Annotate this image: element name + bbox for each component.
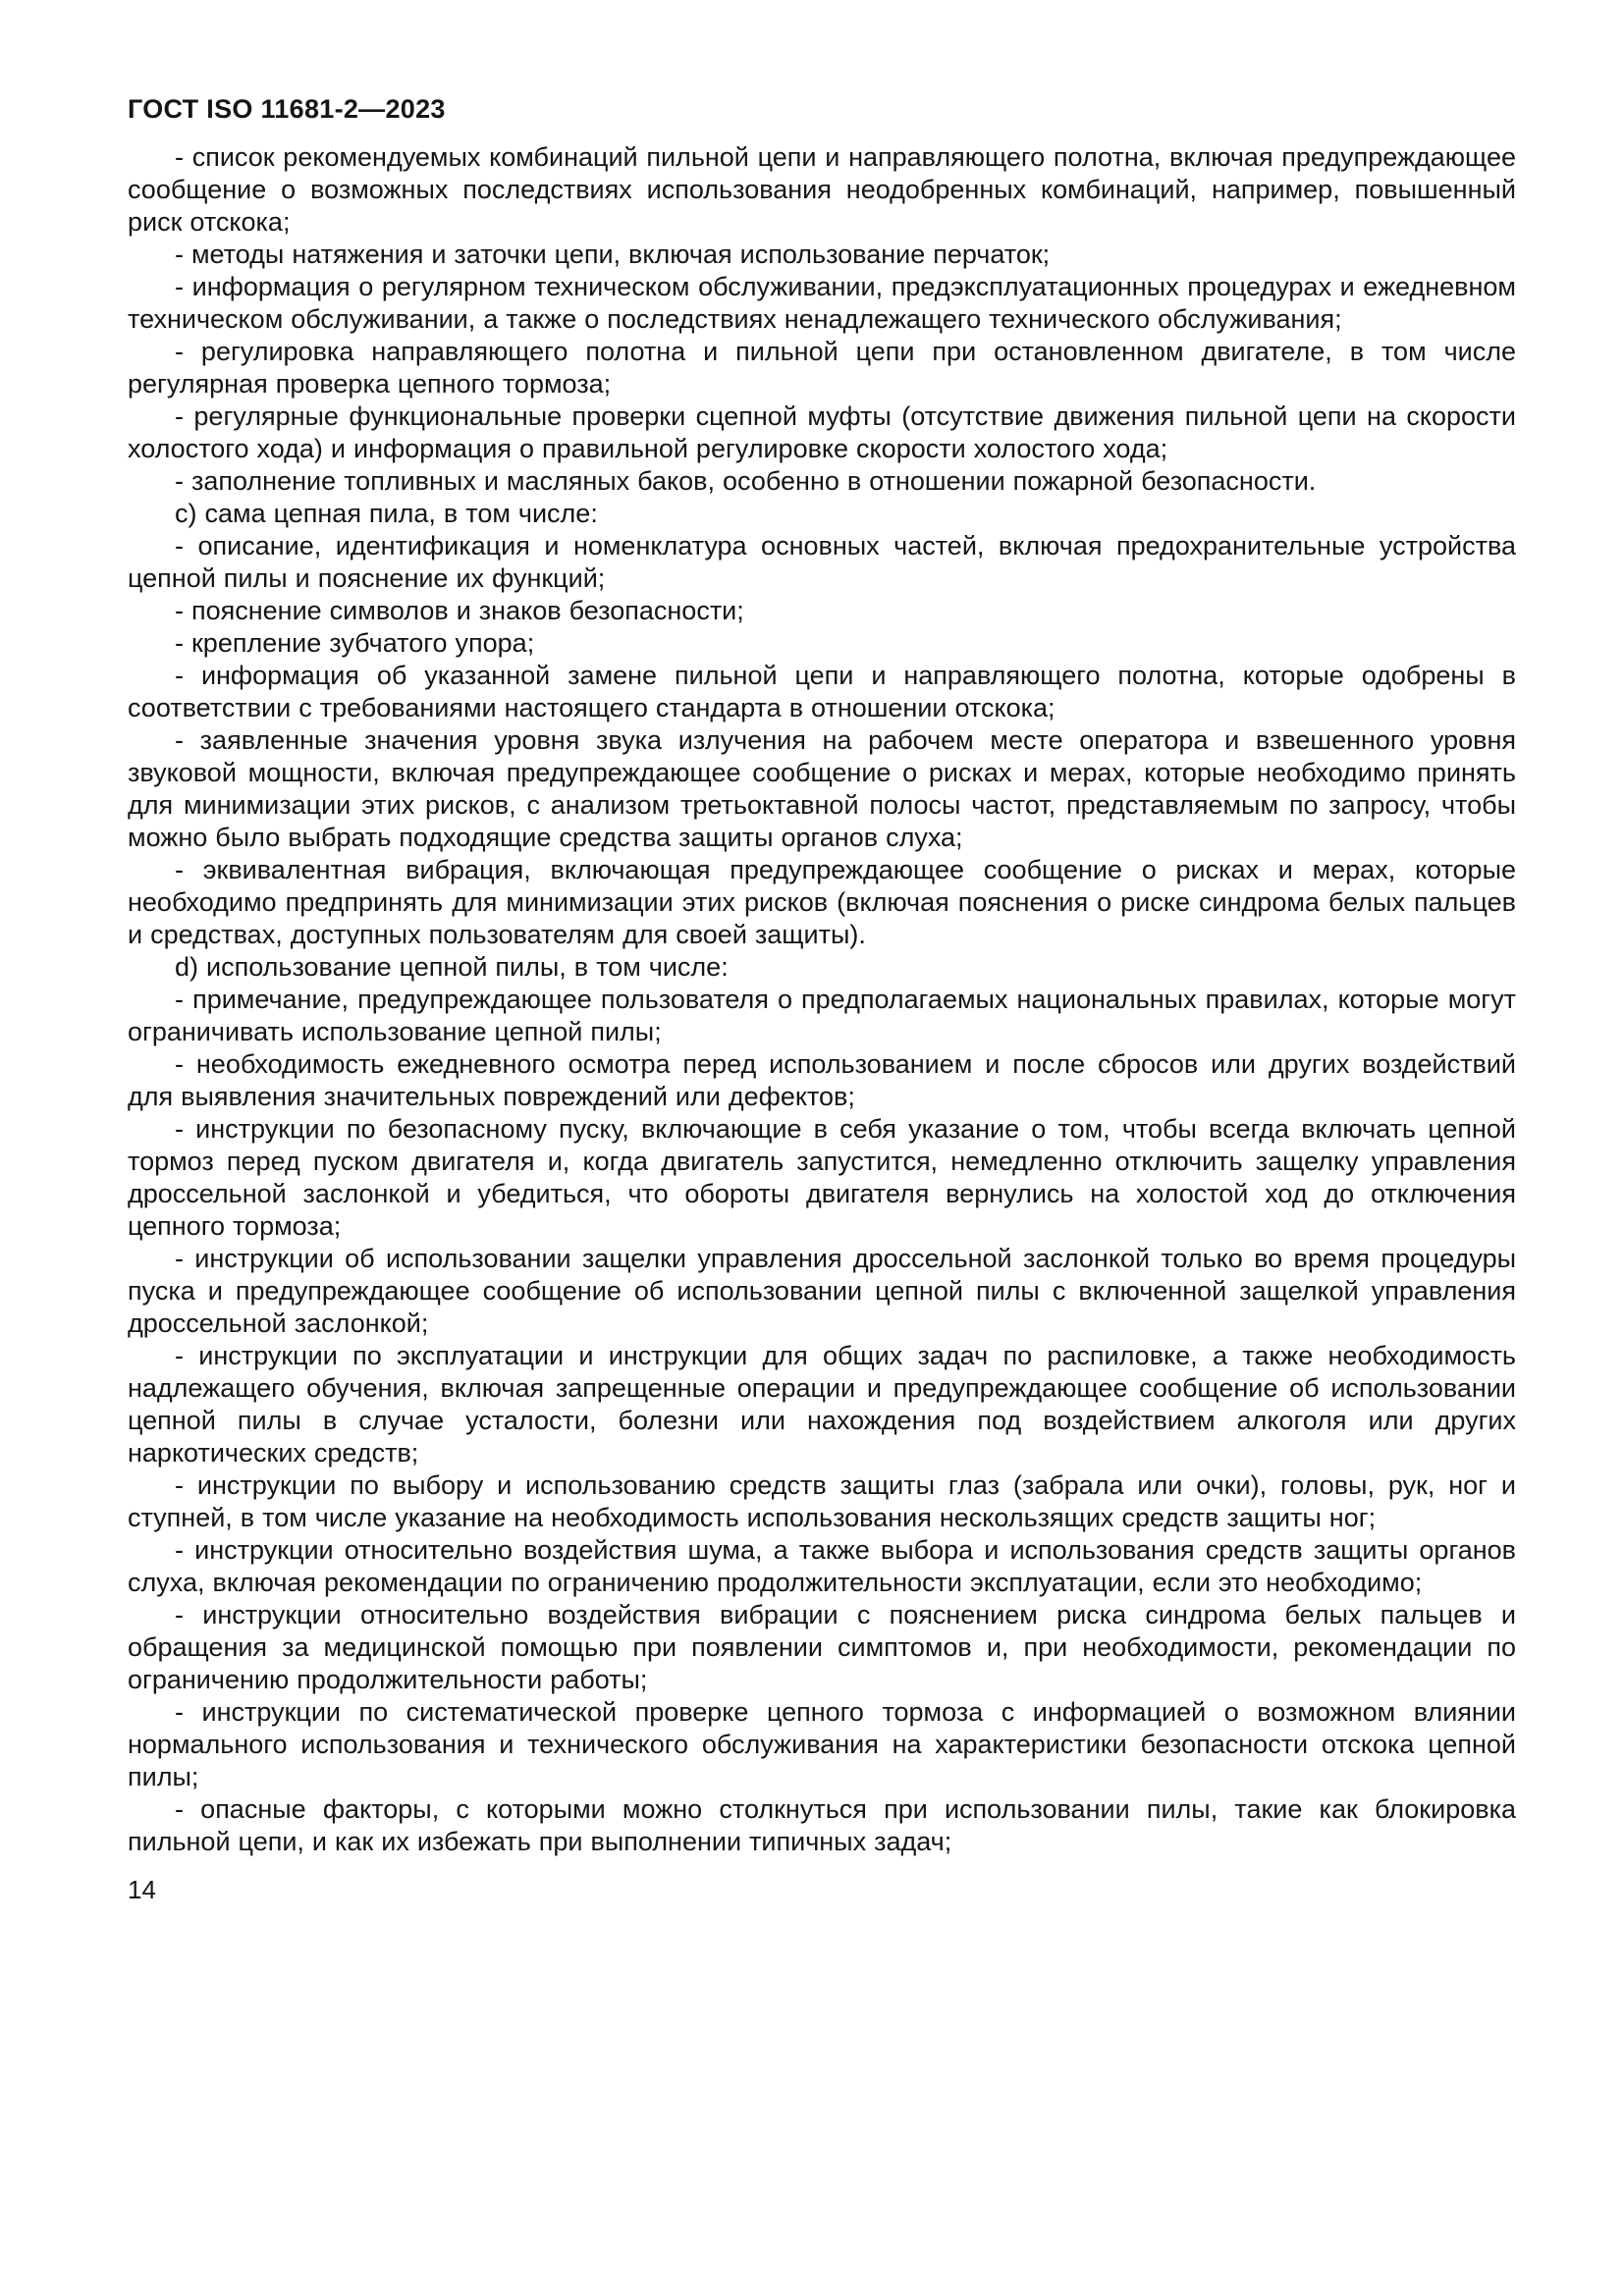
- list-item-dash: - информация об указанной замене пильной цепи и направляющего полотна, которые одобрены в соответствии с требованиями настоящего стандарта в отношении отскока;: [128, 661, 1516, 722]
- list-item-dash: - список рекомендуемых комбинаций пильной цепи и направляющего полотна, включая предупреждающее сообщение о возможных последствиях использования неодобренных комбинаций, например, повышенный риск отскока;: [128, 142, 1516, 237]
- list-item-dash: - методы натяжения и заточки цепи, включая использование перчаток;: [175, 240, 1051, 269]
- list-item-dash: - регулярные функциональные проверки сцепной муфты (отсутствие движения пильной цепи на скорости холостого хода) и информация о правильной регулировке скорости холостого хода;: [128, 401, 1516, 463]
- list-item-dash: - инструкции относительно воздействия вибрации с пояснением риска синдрома белых пальцев и обращения за медицинской помощью при появлении симптомов и, при необходимости, рекомендации по ограничению продолжительности работы;: [128, 1600, 1516, 1694]
- list-item-dash: - опасные факторы, с которыми можно столкнуться при использовании пилы, такие как блокировка пильной цепи, и как их избежать при выполнении типичных задач;: [128, 1794, 1516, 1856]
- list-item-dash: - необходимость ежедневного осмотра перед использованием и после сбросов или других воздействий для выявления значительных повреждений или дефектов;: [128, 1049, 1516, 1111]
- list-item-dash: - пояснение символов и знаков безопасности;: [175, 596, 744, 625]
- list-item-dash: - инструкции по выбору и использованию средств защиты глаз (забрала или очки), головы, рук, ног и ступней, в том числе указание на необходимость использования нескользящих средств защиты ног;: [128, 1470, 1516, 1532]
- list-item-dash: - информация о регулярном техническом обслуживании, предэксплуатационных процедурах и ежедневном техническом обслуживании, а также о последствиях ненадлежащего технического обслуживания;: [128, 272, 1516, 334]
- list-item-dash: - инструкции относительно воздействия шума, а также выбора и использования средств защиты органов слуха, включая рекомендации по ограничению продолжительности эксплуатации, если это необходимо;: [128, 1535, 1516, 1597]
- list-item-dash: - заявленные значения уровня звука излучения на рабочем месте оператора и взвешенного уровня звуковой мощности, включая предупреждающее сообщение о рисках и мерах, которые необходимо принять для минимизации этих рисков, с анализом третьоктавной полосы частот, представляемым по запросу, чтобы можно было выбрать подходящие средства защиты органов слуха;: [128, 725, 1516, 852]
- list-item-dash: - примечание, предупреждающее пользователя о предполагаемых национальных правилах, которые могут ограничивать использование цепной пилы;: [128, 985, 1516, 1046]
- list-item-dash: - заполнение топливных и масляных баков, особенно в отношении пожарной безопасности.: [175, 466, 1317, 496]
- list-item-letter-d: d) использование цепной пилы, в том числе:: [175, 952, 729, 982]
- list-item-letter-c: c) сама цепная пила, в том числе:: [175, 499, 598, 528]
- page-number: 14: [128, 1875, 156, 1904]
- list-item-dash: - регулировка направляющего полотна и пильной цепи при остановленном двигателе, в том числе регулярная проверка цепного тормоза;: [128, 337, 1516, 399]
- list-item-dash: - описание, идентификация и номенклатура основных частей, включая предохранительные устройства цепной пилы и пояснение их функций;: [128, 531, 1516, 593]
- document-header-title: ГОСТ ISO 11681-2—2023: [128, 94, 446, 124]
- list-item-dash: - крепление зубчатого упора;: [175, 628, 535, 658]
- list-item-dash: - инструкции по систематической проверке цепного тормоза с информацией о возможном влиянии нормального использования и технического обслуживания на характеристики безопасности отскока цепной пилы;: [128, 1697, 1516, 1791]
- list-item-dash: - инструкции по безопасному пуску, включающие в себя указание о том, чтобы всегда включать цепной тормоз перед пуском двигателя и, когда двигатель запустится, немедленно отключить защелку управления дроссельной заслонкой и убедиться, что обороты двигателя вернулись на холостой ход до отключения цепного тормоза;: [128, 1114, 1516, 1241]
- list-item-dash: - инструкции по эксплуатации и инструкции для общих задач по распиловке, а также необходимость надлежащего обучения, включая запрещенные операции и предупреждающее сообщение об использовании цепной пилы в случае усталости, болезни или нахождения под воздействием алкоголя или других наркотических средств;: [128, 1341, 1516, 1468]
- list-item-dash: - инструкции об использовании защелки управления дроссельной заслонкой только во время процедуры пуска и предупреждающее сообщение об использовании цепной пилы с включенной защелкой управления дроссельной заслонкой;: [128, 1244, 1516, 1338]
- list-item-dash: - эквивалентная вибрация, включающая предупреждающее сообщение о рисках и мерах, которые необходимо предпринять для минимизации этих рисков (включая пояснения о риске синдрома белых пальцев и средствах, доступных пользователям для своей защиты).: [128, 855, 1516, 949]
- document-body: [128, 141, 1516, 1858]
